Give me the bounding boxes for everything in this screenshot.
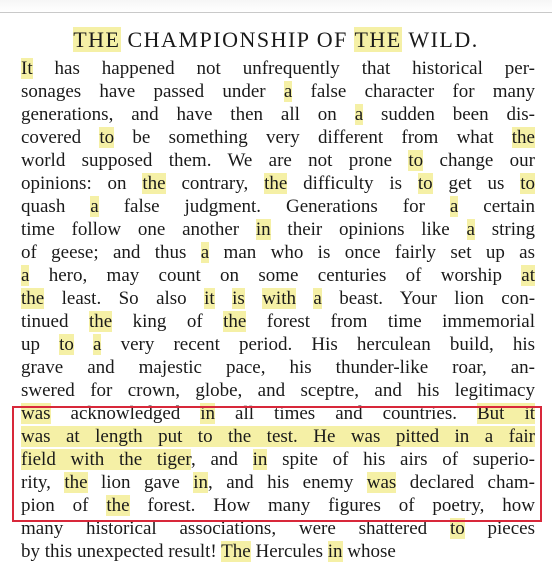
text-run: whose [342, 541, 396, 562]
text-line [21, 126, 535, 149]
text-line [21, 218, 535, 241]
highlighted-word: to [99, 127, 115, 148]
text-line [21, 517, 535, 540]
text-line [21, 540, 535, 563]
text-run: , and [190, 449, 253, 470]
highlighted-word: the [142, 173, 166, 194]
highlighted-word: a [21, 265, 30, 286]
text-run [74, 334, 93, 355]
highlighted-word: in [200, 403, 216, 424]
text-run: false character for many [292, 81, 535, 102]
text-run: tinued [21, 311, 89, 332]
text-run: has happened not unfrequently that historical per- [32, 58, 535, 79]
highlighted-word: the [88, 311, 113, 332]
highlighted-word: The [221, 541, 251, 562]
highlighted-word: at [521, 265, 535, 286]
text-run: world supposed them. We are not prone [21, 150, 409, 171]
highlighted-word: in [255, 219, 271, 240]
highlighted-word: it [204, 288, 215, 309]
text-line [21, 356, 535, 379]
text-line [21, 80, 535, 103]
text-run: declared cham- [396, 472, 535, 493]
highlighted-word: a [466, 219, 475, 240]
highlighted-word: to [520, 173, 535, 194]
highlighted-word: a [449, 196, 459, 217]
text-run: hero, may count on some centuries of worship [29, 265, 522, 286]
highlighted-word: is [232, 288, 245, 309]
highlighted-word: It [21, 58, 33, 79]
text-run: be something very different from what [114, 127, 512, 148]
text-run: by this unexpected result! [21, 541, 222, 562]
text-run: very recent period. His herculean build, his [101, 334, 535, 355]
text-run: spite of his airs of superio- [267, 449, 535, 470]
page-top-edge [0, 0, 552, 13]
text-run: Hercules [250, 541, 328, 562]
text-run: false judgment. Generations for [98, 196, 450, 217]
text-line [21, 333, 535, 356]
highlighted-word: a [90, 196, 99, 217]
text-run: , and his enemy [208, 472, 367, 493]
highlighted-word: a [283, 81, 293, 102]
text-run: swered for crown, globe, and sceptre, and his legitimacy [21, 380, 535, 401]
text-run: many historical associations, were shattered [21, 518, 450, 539]
text-line [21, 241, 535, 264]
text-line [21, 287, 535, 310]
highlighted-word: in [327, 541, 343, 562]
highlighted-word: was [366, 472, 397, 493]
text-run: grave and majestic pace, his thunder-like roar, an- [21, 357, 535, 378]
title-highlight-word: THE [73, 27, 121, 52]
text-run: their opinions like [270, 219, 467, 240]
highlighted-word: the [511, 127, 535, 148]
text-run: forest. How many figures of poetry, how [129, 495, 536, 516]
title-text: WILD. [401, 27, 479, 52]
text-run: difficulty is [287, 173, 418, 194]
text-run: time follow one another [21, 219, 256, 240]
text-run: forest from time immemorial [246, 311, 535, 332]
highlighted-word: But it [477, 403, 535, 424]
highlighted-word: to [417, 173, 433, 194]
text-run: change our [423, 150, 535, 171]
text-run [296, 288, 313, 309]
text-line [21, 310, 535, 333]
text-line [21, 149, 535, 172]
text-line [21, 57, 535, 80]
highlighted-word: the [223, 311, 247, 332]
article-body [21, 57, 535, 563]
text-run: sudden been dis- [363, 104, 535, 125]
text-run: opinions: on [21, 173, 143, 194]
highlighted-word: in [252, 449, 268, 470]
text-line [21, 494, 535, 517]
highlighted-word: was at length put to the test. He was pitted in a fair [21, 426, 535, 447]
text-run: least. So also [44, 288, 205, 309]
highlighted-word: the [64, 472, 88, 493]
text-run: pion of [21, 495, 107, 516]
text-run: contrary, [165, 173, 265, 194]
text-run: king of [112, 311, 224, 332]
highlighted-word: to [449, 518, 465, 539]
text-line [21, 448, 535, 471]
text-run: rity, [21, 472, 65, 493]
text-run: of geese; and thus [21, 242, 201, 263]
text-run: up [21, 334, 60, 355]
text-run: covered [21, 127, 100, 148]
text-run: string [474, 219, 536, 240]
text-run: sonages have passed under [21, 81, 284, 102]
highlighted-word: a [93, 334, 102, 355]
text-line [21, 264, 535, 287]
highlighted-word: in [193, 472, 209, 493]
highlighted-word: to [59, 334, 74, 355]
highlighted-word: a [313, 288, 322, 309]
text-run [215, 288, 232, 309]
text-line [21, 471, 535, 494]
text-line [21, 195, 535, 218]
highlighted-word: a [354, 104, 364, 125]
highlighted-word: with [262, 288, 296, 309]
title-text: CHAMPIONSHIP OF [120, 27, 355, 52]
text-line [21, 402, 535, 425]
text-run: lion gave [87, 472, 194, 493]
text-line [21, 425, 535, 448]
highlighted-word: the [106, 495, 130, 516]
highlighted-word: the [264, 173, 288, 194]
text-line [21, 103, 535, 126]
title-highlight-word: THE [354, 27, 402, 52]
text-run: all times and countries. [215, 403, 477, 424]
highlighted-word: field with the tiger [21, 449, 191, 470]
text-line [21, 172, 535, 195]
text-run: certain [458, 196, 535, 217]
highlighted-word: to [408, 150, 424, 171]
text-run: quash [21, 196, 91, 217]
text-run: get us [432, 173, 521, 194]
article-title [0, 26, 552, 54]
highlighted-word: the [21, 288, 45, 309]
text-run: beast. Your lion con- [321, 288, 536, 309]
text-run: acknowledged [50, 403, 201, 424]
text-run [245, 288, 262, 309]
text-run: man who is once fairly set up as [209, 242, 535, 263]
text-line [21, 379, 535, 402]
highlighted-word: a [200, 242, 210, 263]
text-run: pieces [464, 518, 535, 539]
highlighted-word: was [21, 403, 51, 424]
text-run: generations, and have then all on [21, 104, 355, 125]
